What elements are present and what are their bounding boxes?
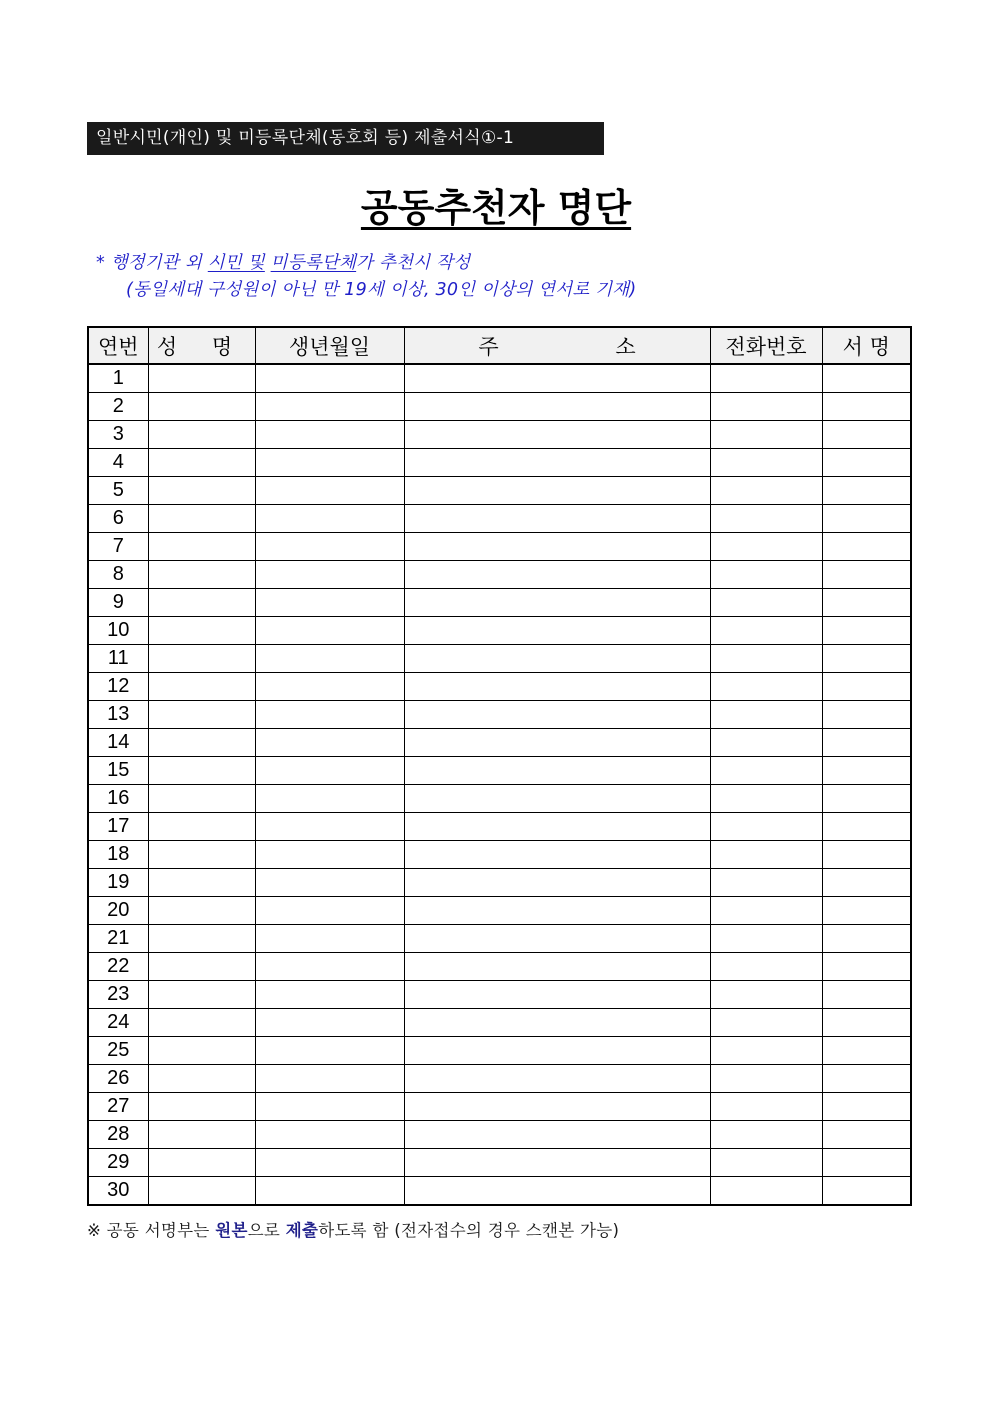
- table-row: [88, 1037, 911, 1065]
- address-cell[interactable]: [404, 869, 710, 897]
- phone-cell[interactable]: [710, 953, 822, 981]
- footer-mid2: 하도록 함 (전자접수의 경우 스캔본 가능): [318, 1221, 620, 1240]
- address-cell[interactable]: [404, 1177, 710, 1206]
- address-cell[interactable]: [404, 897, 710, 925]
- phone-cell[interactable]: [710, 364, 822, 393]
- phone-cell[interactable]: [710, 785, 822, 813]
- signature-cell[interactable]: [822, 645, 911, 673]
- name-cell[interactable]: [148, 925, 255, 953]
- table-row: [88, 364, 911, 393]
- signature-cell[interactable]: [822, 841, 911, 869]
- form-code-badge: 일반시민(개인) 및 미등록단체(동호회 등) 제출서식①-1: [87, 122, 604, 155]
- name-cell[interactable]: [148, 449, 255, 477]
- signature-cell[interactable]: [822, 364, 911, 393]
- address-cell[interactable]: [404, 1065, 710, 1093]
- serial-number-cell: 2: [88, 393, 148, 421]
- table-row: [88, 477, 911, 505]
- birth-date-cell[interactable]: [255, 1149, 404, 1177]
- phone-cell[interactable]: [710, 813, 822, 841]
- footer-mid1: 으로: [247, 1221, 286, 1240]
- address-cell[interactable]: [404, 449, 710, 477]
- birth-date-cell[interactable]: [255, 449, 404, 477]
- name-cell[interactable]: [148, 701, 255, 729]
- signature-cell[interactable]: [822, 533, 911, 561]
- signature-cell[interactable]: [822, 589, 911, 617]
- name-cell[interactable]: [148, 729, 255, 757]
- birth-date-cell[interactable]: [255, 953, 404, 981]
- signature-cell[interactable]: [822, 1121, 911, 1149]
- phone-cell[interactable]: [710, 1065, 822, 1093]
- phone-cell[interactable]: [710, 645, 822, 673]
- phone-cell[interactable]: [710, 589, 822, 617]
- serial-number-cell: 12: [88, 673, 148, 701]
- table-row: [88, 673, 911, 701]
- serial-number-cell: 29: [88, 1149, 148, 1177]
- serial-number-cell: 3: [88, 421, 148, 449]
- serial-number-cell: 25: [88, 1037, 148, 1065]
- birth-date-cell[interactable]: [255, 477, 404, 505]
- signature-cell[interactable]: [822, 561, 911, 589]
- name-cell[interactable]: [148, 1121, 255, 1149]
- phone-cell[interactable]: [710, 617, 822, 645]
- table-row: [88, 981, 911, 1009]
- phone-cell[interactable]: [710, 393, 822, 421]
- address-cell[interactable]: [404, 981, 710, 1009]
- serial-number-cell: 13: [88, 701, 148, 729]
- serial-number-cell: 26: [88, 1065, 148, 1093]
- birth-date-cell[interactable]: [255, 1009, 404, 1037]
- serial-number-cell: 14: [88, 729, 148, 757]
- table-row: [88, 393, 911, 421]
- birth-date-cell[interactable]: [255, 813, 404, 841]
- header-address: 주 소: [404, 327, 710, 364]
- birth-date-cell[interactable]: [255, 393, 404, 421]
- phone-cell[interactable]: [710, 869, 822, 897]
- name-cell[interactable]: [148, 421, 255, 449]
- serial-number-cell: 11: [88, 645, 148, 673]
- name-cell[interactable]: [148, 561, 255, 589]
- serial-number-cell: 23: [88, 981, 148, 1009]
- birth-date-cell[interactable]: [255, 729, 404, 757]
- address-cell[interactable]: [404, 645, 710, 673]
- table-row: [88, 953, 911, 981]
- address-cell[interactable]: [404, 953, 710, 981]
- serial-number-cell: 18: [88, 841, 148, 869]
- phone-cell[interactable]: [710, 981, 822, 1009]
- signature-cell[interactable]: [822, 729, 911, 757]
- table-row: [88, 1121, 911, 1149]
- birth-date-cell[interactable]: [255, 533, 404, 561]
- header-birth-date: 생년월일: [255, 327, 404, 364]
- table-row: [88, 533, 911, 561]
- recommender-table: [87, 326, 912, 1206]
- table-row: [88, 589, 911, 617]
- signature-cell[interactable]: [822, 785, 911, 813]
- birth-date-cell[interactable]: [255, 505, 404, 533]
- address-cell[interactable]: [404, 813, 710, 841]
- table-row: [88, 561, 911, 589]
- serial-number-cell: 16: [88, 785, 148, 813]
- phone-cell[interactable]: [710, 505, 822, 533]
- signature-cell[interactable]: [822, 1065, 911, 1093]
- signature-cell[interactable]: [822, 617, 911, 645]
- phone-cell[interactable]: [710, 561, 822, 589]
- phone-cell[interactable]: [710, 1149, 822, 1177]
- name-cell[interactable]: [148, 645, 255, 673]
- signature-cell[interactable]: [822, 449, 911, 477]
- table-row: [88, 813, 911, 841]
- name-cell[interactable]: [148, 869, 255, 897]
- signature-cell[interactable]: [822, 925, 911, 953]
- serial-number-cell: 9: [88, 589, 148, 617]
- name-cell[interactable]: [148, 981, 255, 1009]
- address-cell[interactable]: [404, 589, 710, 617]
- address-cell[interactable]: [404, 1037, 710, 1065]
- phone-cell[interactable]: [710, 1177, 822, 1206]
- phone-cell[interactable]: [710, 1037, 822, 1065]
- signature-cell[interactable]: [822, 673, 911, 701]
- serial-number-cell: 21: [88, 925, 148, 953]
- serial-number-cell: 5: [88, 477, 148, 505]
- table-row: [88, 841, 911, 869]
- phone-cell[interactable]: [710, 757, 822, 785]
- footer-bold-original: 원본: [215, 1221, 248, 1240]
- signature-cell[interactable]: [822, 813, 911, 841]
- address-cell[interactable]: [404, 421, 710, 449]
- address-cell[interactable]: [404, 729, 710, 757]
- name-cell[interactable]: [148, 1093, 255, 1121]
- name-cell[interactable]: [148, 1177, 255, 1206]
- signature-cell[interactable]: [822, 1177, 911, 1206]
- table-header-row: [88, 327, 911, 364]
- birth-date-cell[interactable]: [255, 925, 404, 953]
- name-cell[interactable]: [148, 393, 255, 421]
- instruction-note-line1: [96, 250, 470, 276]
- birth-date-cell[interactable]: [255, 897, 404, 925]
- serial-number-cell: 24: [88, 1009, 148, 1037]
- serial-number-cell: 17: [88, 813, 148, 841]
- instruction-note-line2: (동일세대 구성원이 아닌 만 19세 이상, 30인 이상의 연서로 기재): [126, 280, 637, 300]
- name-cell[interactable]: [148, 673, 255, 701]
- note-underlined-citizens: 시민 및: [207, 253, 265, 273]
- serial-number-cell: 4: [88, 449, 148, 477]
- signature-cell[interactable]: [822, 1037, 911, 1065]
- birth-date-cell[interactable]: [255, 1177, 404, 1206]
- note-suffix: 가 추천시 작성: [356, 253, 471, 273]
- note-underlined-groups: 미등록단체: [270, 253, 357, 273]
- serial-number-cell: 8: [88, 561, 148, 589]
- address-cell[interactable]: [404, 841, 710, 869]
- address-cell[interactable]: [404, 1093, 710, 1121]
- birth-date-cell[interactable]: [255, 841, 404, 869]
- address-cell[interactable]: [404, 673, 710, 701]
- phone-cell[interactable]: [710, 729, 822, 757]
- name-cell[interactable]: [148, 1065, 255, 1093]
- serial-number-cell: 20: [88, 897, 148, 925]
- phone-cell[interactable]: [710, 897, 822, 925]
- table-row: [88, 505, 911, 533]
- birth-date-cell[interactable]: [255, 364, 404, 393]
- serial-number-cell: 22: [88, 953, 148, 981]
- serial-number-cell: 19: [88, 869, 148, 897]
- signature-cell[interactable]: [822, 757, 911, 785]
- phone-cell[interactable]: [710, 533, 822, 561]
- table-row: [88, 729, 911, 757]
- birth-date-cell[interactable]: [255, 869, 404, 897]
- header-name: 성 명: [148, 327, 255, 364]
- phone-cell[interactable]: [710, 1093, 822, 1121]
- address-cell[interactable]: [404, 785, 710, 813]
- table-row: [88, 869, 911, 897]
- table-row: [88, 701, 911, 729]
- footer-bold-submit: 제출: [285, 1221, 319, 1240]
- name-cell[interactable]: [148, 1149, 255, 1177]
- address-cell[interactable]: [404, 1121, 710, 1149]
- header-serial-number: 연번: [88, 327, 148, 364]
- birth-date-cell[interactable]: [255, 701, 404, 729]
- serial-number-cell: 7: [88, 533, 148, 561]
- signature-cell[interactable]: [822, 421, 911, 449]
- serial-number-cell: 28: [88, 1121, 148, 1149]
- name-cell[interactable]: [148, 589, 255, 617]
- address-cell[interactable]: [404, 1149, 710, 1177]
- signature-cell[interactable]: [822, 505, 911, 533]
- phone-cell[interactable]: [710, 1009, 822, 1037]
- name-cell[interactable]: [148, 897, 255, 925]
- phone-cell[interactable]: [710, 925, 822, 953]
- serial-number-cell: 1: [88, 364, 148, 393]
- birth-date-cell[interactable]: [255, 1037, 404, 1065]
- birth-date-cell[interactable]: [255, 673, 404, 701]
- table-row: [88, 1065, 911, 1093]
- table-row: [88, 1149, 911, 1177]
- table-row: [88, 1177, 911, 1206]
- birth-date-cell[interactable]: [255, 617, 404, 645]
- phone-cell[interactable]: [710, 841, 822, 869]
- name-cell[interactable]: [148, 841, 255, 869]
- signature-cell[interactable]: [822, 1009, 911, 1037]
- name-cell[interactable]: [148, 477, 255, 505]
- address-cell[interactable]: [404, 477, 710, 505]
- signature-cell[interactable]: [822, 477, 911, 505]
- birth-date-cell[interactable]: [255, 1093, 404, 1121]
- serial-number-cell: 30: [88, 1177, 148, 1206]
- table-row: [88, 645, 911, 673]
- footer-prefix: ※ 공동 서명부는: [87, 1221, 216, 1240]
- table-row: [88, 925, 911, 953]
- table-row: [88, 617, 911, 645]
- signature-cell[interactable]: [822, 393, 911, 421]
- signature-cell[interactable]: [822, 897, 911, 925]
- phone-cell[interactable]: [710, 421, 822, 449]
- footer-note: [87, 1217, 619, 1241]
- address-cell[interactable]: [404, 1009, 710, 1037]
- table-row: [88, 449, 911, 477]
- birth-date-cell[interactable]: [255, 589, 404, 617]
- name-cell[interactable]: [148, 757, 255, 785]
- table-row: [88, 1093, 911, 1121]
- birth-date-cell[interactable]: [255, 421, 404, 449]
- signature-cell[interactable]: [822, 701, 911, 729]
- name-cell[interactable]: [148, 813, 255, 841]
- table-row: [88, 1009, 911, 1037]
- address-cell[interactable]: [404, 561, 710, 589]
- address-cell[interactable]: [404, 617, 710, 645]
- name-cell[interactable]: [148, 953, 255, 981]
- signature-cell[interactable]: [822, 953, 911, 981]
- address-cell[interactable]: [404, 533, 710, 561]
- birth-date-cell[interactable]: [255, 645, 404, 673]
- serial-number-cell: 15: [88, 757, 148, 785]
- address-cell[interactable]: [404, 505, 710, 533]
- name-cell[interactable]: [148, 617, 255, 645]
- phone-cell[interactable]: [710, 477, 822, 505]
- address-cell[interactable]: [404, 701, 710, 729]
- table-row: [88, 785, 911, 813]
- table-row: [88, 897, 911, 925]
- signature-cell[interactable]: [822, 1093, 911, 1121]
- address-cell[interactable]: [404, 757, 710, 785]
- name-cell[interactable]: [148, 533, 255, 561]
- serial-number-cell: 10: [88, 617, 148, 645]
- name-cell[interactable]: [148, 785, 255, 813]
- address-cell[interactable]: [404, 925, 710, 953]
- signature-cell[interactable]: [822, 869, 911, 897]
- serial-number-cell: 6: [88, 505, 148, 533]
- address-cell[interactable]: [404, 393, 710, 421]
- birth-date-cell[interactable]: [255, 757, 404, 785]
- phone-cell[interactable]: [710, 701, 822, 729]
- birth-date-cell[interactable]: [255, 785, 404, 813]
- signature-cell[interactable]: [822, 1149, 911, 1177]
- header-phone-number: 전화번호: [710, 327, 822, 364]
- address-cell[interactable]: [404, 364, 710, 393]
- birth-date-cell[interactable]: [255, 1065, 404, 1093]
- phone-cell[interactable]: [710, 673, 822, 701]
- name-cell[interactable]: [148, 1037, 255, 1065]
- name-cell[interactable]: [148, 364, 255, 393]
- birth-date-cell[interactable]: [255, 1121, 404, 1149]
- table-row: [88, 757, 911, 785]
- table-body: [88, 364, 911, 1205]
- name-cell[interactable]: [148, 1009, 255, 1037]
- serial-number-cell: 27: [88, 1093, 148, 1121]
- phone-cell[interactable]: [710, 1121, 822, 1149]
- name-cell[interactable]: [148, 505, 255, 533]
- birth-date-cell[interactable]: [255, 561, 404, 589]
- phone-cell[interactable]: [710, 449, 822, 477]
- note-prefix: * 행정기관 외: [96, 253, 208, 273]
- document-title: [0, 180, 992, 236]
- document-title-text: 공동추천자 명단: [360, 186, 632, 230]
- table-row: [88, 421, 911, 449]
- header-signature: 서 명: [822, 327, 911, 364]
- birth-date-cell[interactable]: [255, 981, 404, 1009]
- signature-cell[interactable]: [822, 981, 911, 1009]
